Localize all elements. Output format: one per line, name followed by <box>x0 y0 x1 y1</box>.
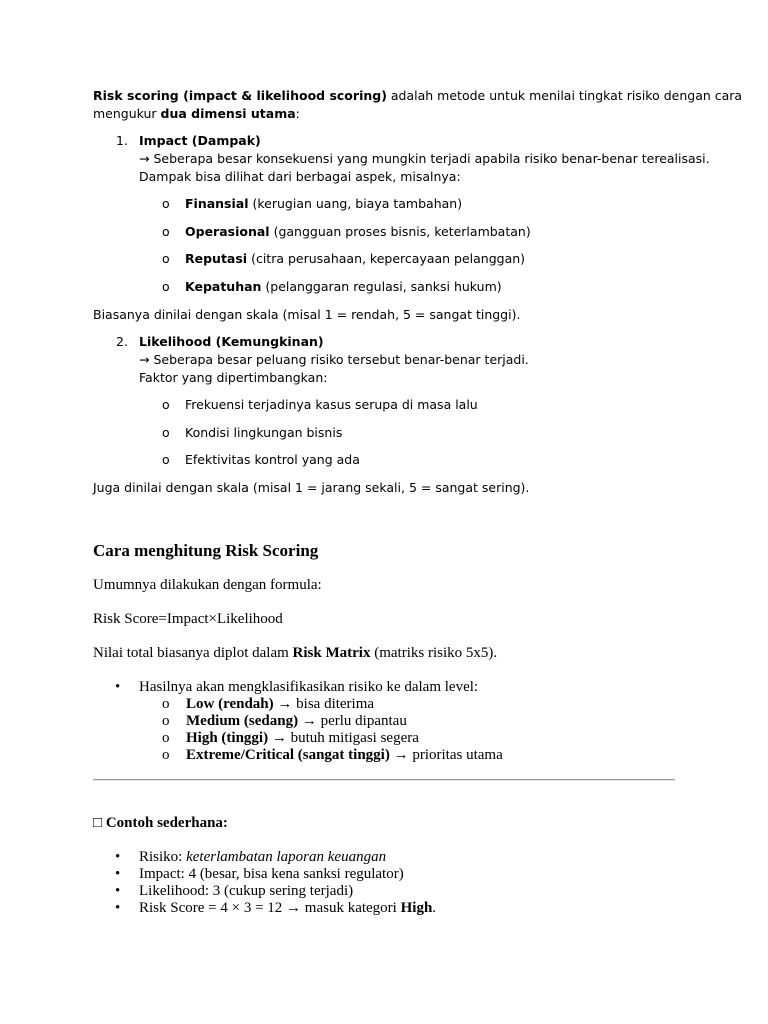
impact-item-kepatuhan <box>185 279 502 294</box>
level-bold: Low (rendah) <box>186 696 274 712</box>
likelihood-desc-2: Faktor yang dipertimbangkan: <box>139 370 328 385</box>
bullet-dot: • <box>115 679 121 695</box>
level-rest: → bisa diterima <box>273 696 375 712</box>
intro-text: adalah metode untuk menilai tingkat risiko dengan cara <box>386 88 743 103</box>
level-medium <box>186 713 407 730</box>
likelihood-item: Frekuensi terjadinya kasus serupa di masa lalu <box>185 397 478 412</box>
intro-line2-bold: dua dimensi utama <box>160 106 296 121</box>
level-rest: → prioritas utama <box>389 747 503 763</box>
list-bullet: o <box>162 425 170 440</box>
impact-item-bold: Kepatuhan <box>185 279 262 294</box>
bullet-dot: • <box>115 866 121 882</box>
list-bullet: o <box>162 196 170 211</box>
example-heading <box>93 815 228 832</box>
likelihood-desc: → Seberapa besar peluang risiko tersebut benar-benar terjadi. <box>139 352 529 367</box>
list-bullet: o <box>162 452 170 467</box>
list-bullet: o <box>162 747 170 763</box>
example-score-bold: High <box>400 900 433 916</box>
level-rest: → butuh mitigasi segera <box>268 730 419 746</box>
list-bullet: o <box>162 713 170 729</box>
list-bullet: o <box>162 397 170 412</box>
example-score-text: Risk Score = 4 × 3 = 12 → masuk kategori <box>139 900 401 916</box>
example-score-end: . <box>432 900 437 916</box>
impact-title-text: Impact (Dampak) <box>139 133 261 148</box>
impact-number: 1. <box>116 133 128 148</box>
impact-item-rest: (gangguan proses bisnis, keterlambatan) <box>269 224 531 239</box>
list-bullet: o <box>162 224 170 239</box>
intro-line2-colon: : <box>295 106 300 121</box>
placeholder-icon: □ <box>93 815 103 831</box>
example-heading-text: Contoh sederhana: <box>105 815 228 831</box>
level-high <box>186 730 419 747</box>
formula-intro: Umumnya dilakukan dengan formula: <box>93 577 322 593</box>
impact-item-operasional <box>185 224 531 239</box>
impact-item-rest: (kerugian uang, biaya tambahan) <box>248 196 463 211</box>
level-extreme <box>186 747 503 764</box>
level-low <box>186 696 374 713</box>
matrix-sentence <box>93 645 497 662</box>
impact-item-reputasi <box>185 251 525 266</box>
impact-scale-note: Biasanya dinilai dengan skala (misal 1 = rendah, 5 = sangat tinggi). <box>93 307 521 322</box>
level-bold: Medium (sedang) <box>186 713 299 729</box>
example-score <box>139 900 436 917</box>
example-risk-value: keterlambatan laporan keuangan <box>186 849 387 865</box>
likelihood-title <box>139 334 324 349</box>
example-risk-label: Risiko: <box>139 849 187 865</box>
list-bullet: o <box>162 696 170 712</box>
level-rest: → perlu dipantau <box>298 713 407 729</box>
impact-item-bold: Reputasi <box>185 251 248 266</box>
example-risk <box>139 849 386 866</box>
level-bold: Extreme/Critical (sangat tinggi) <box>186 747 390 763</box>
likelihood-title-text: Likelihood (Kemungkinan) <box>139 334 324 349</box>
matrix-text: Nilai total biasanya diplot dalam <box>93 645 293 661</box>
likelihood-item: Efektivitas kontrol yang ada <box>185 452 360 467</box>
impact-item-finansial <box>185 196 462 211</box>
intro-line2-text: mengukur <box>93 106 161 121</box>
bullet-dot: • <box>115 849 121 865</box>
intro-term: Risk scoring (impact & likelihood scoring) <box>93 88 387 103</box>
likelihood-item: Kondisi lingkungan bisnis <box>185 425 343 440</box>
calc-heading: Cara menghitung Risk Scoring <box>93 541 319 560</box>
likelihood-scale-note: Juga dinilai dengan skala (misal 1 = jarang sekali, 5 = sangat sering). <box>93 480 530 495</box>
formula: Risk Score=Impact×Likelihood <box>93 611 283 627</box>
matrix-text-after: (matriks risiko 5x5). <box>370 645 498 661</box>
bullet-dot: • <box>115 900 121 916</box>
intro-line-2 <box>93 106 300 121</box>
impact-item-bold: Finansial <box>185 196 249 211</box>
impact-item-rest: (citra perusahaan, kepercayaan pelanggan) <box>247 251 526 266</box>
bullet-dot: • <box>115 883 121 899</box>
list-bullet: o <box>162 279 170 294</box>
example-likelihood: Likelihood: 3 (cukup sering terjadi) <box>139 883 354 899</box>
impact-desc-2: Dampak bisa dilihat dari berbagai aspek, misalnya: <box>139 169 461 184</box>
level-bold: High (tinggi) <box>186 730 269 746</box>
horizontal-rule <box>93 779 675 781</box>
impact-title <box>139 133 261 148</box>
impact-item-bold: Operasional <box>185 224 270 239</box>
list-bullet: o <box>162 730 170 746</box>
likelihood-number: 2. <box>116 334 128 349</box>
levels-intro: Hasilnya akan mengklasifikasikan risiko ke dalam level: <box>139 679 479 695</box>
impact-desc: → Seberapa besar konsekuensi yang mungkin terjadi apabila risiko benar-benar terealisasi. <box>139 151 710 166</box>
example-impact: Impact: 4 (besar, bisa kena sanksi regulator) <box>139 866 404 882</box>
intro-line-1 <box>93 88 742 103</box>
list-bullet: o <box>162 251 170 266</box>
matrix-bold: Risk Matrix <box>292 645 371 661</box>
impact-item-rest: (pelanggaran regulasi, sanksi hukum) <box>261 279 502 294</box>
